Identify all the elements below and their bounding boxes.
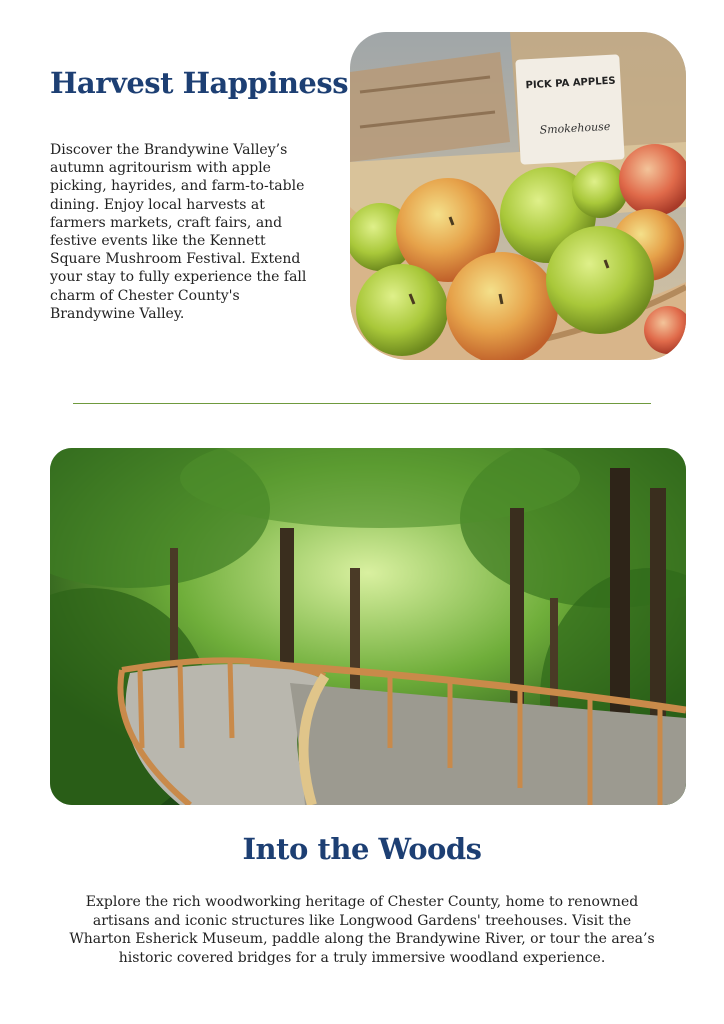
forest-boardwalk-photo [50,448,686,805]
section-body-woods: Explore the rich woodworking heritage of Chester County, home to renowned artisans and iconic structures like Longwood Gardens' treehouses. Visit the Wharton Esherick Museum, paddle along the Brandywine River, or tour the area’s historic covered bridges for a truly immersive woodland experience. [69,894,655,966]
section-divider [73,403,651,404]
section-title-woods: Into the Woods [242,832,482,866]
apple-basket-photo [350,32,686,360]
sign-text: PICK PA APPLES [525,75,616,92]
section-title-harvest: Harvest Happiness [50,66,349,100]
sign-handwriting: Smokehouse [539,119,611,137]
section-body-harvest: Discover the Brandywine Valley’s autumn agritourism with apple picking, hayrides, and farm-to-table dining. Enjoy local harvests at farmers markets, craft fairs, and festive events like the Kennett Square Mushroom Festival. Extend your stay to fully experience the fall charm of Chester County's Brandywine Valley. [50,142,307,322]
